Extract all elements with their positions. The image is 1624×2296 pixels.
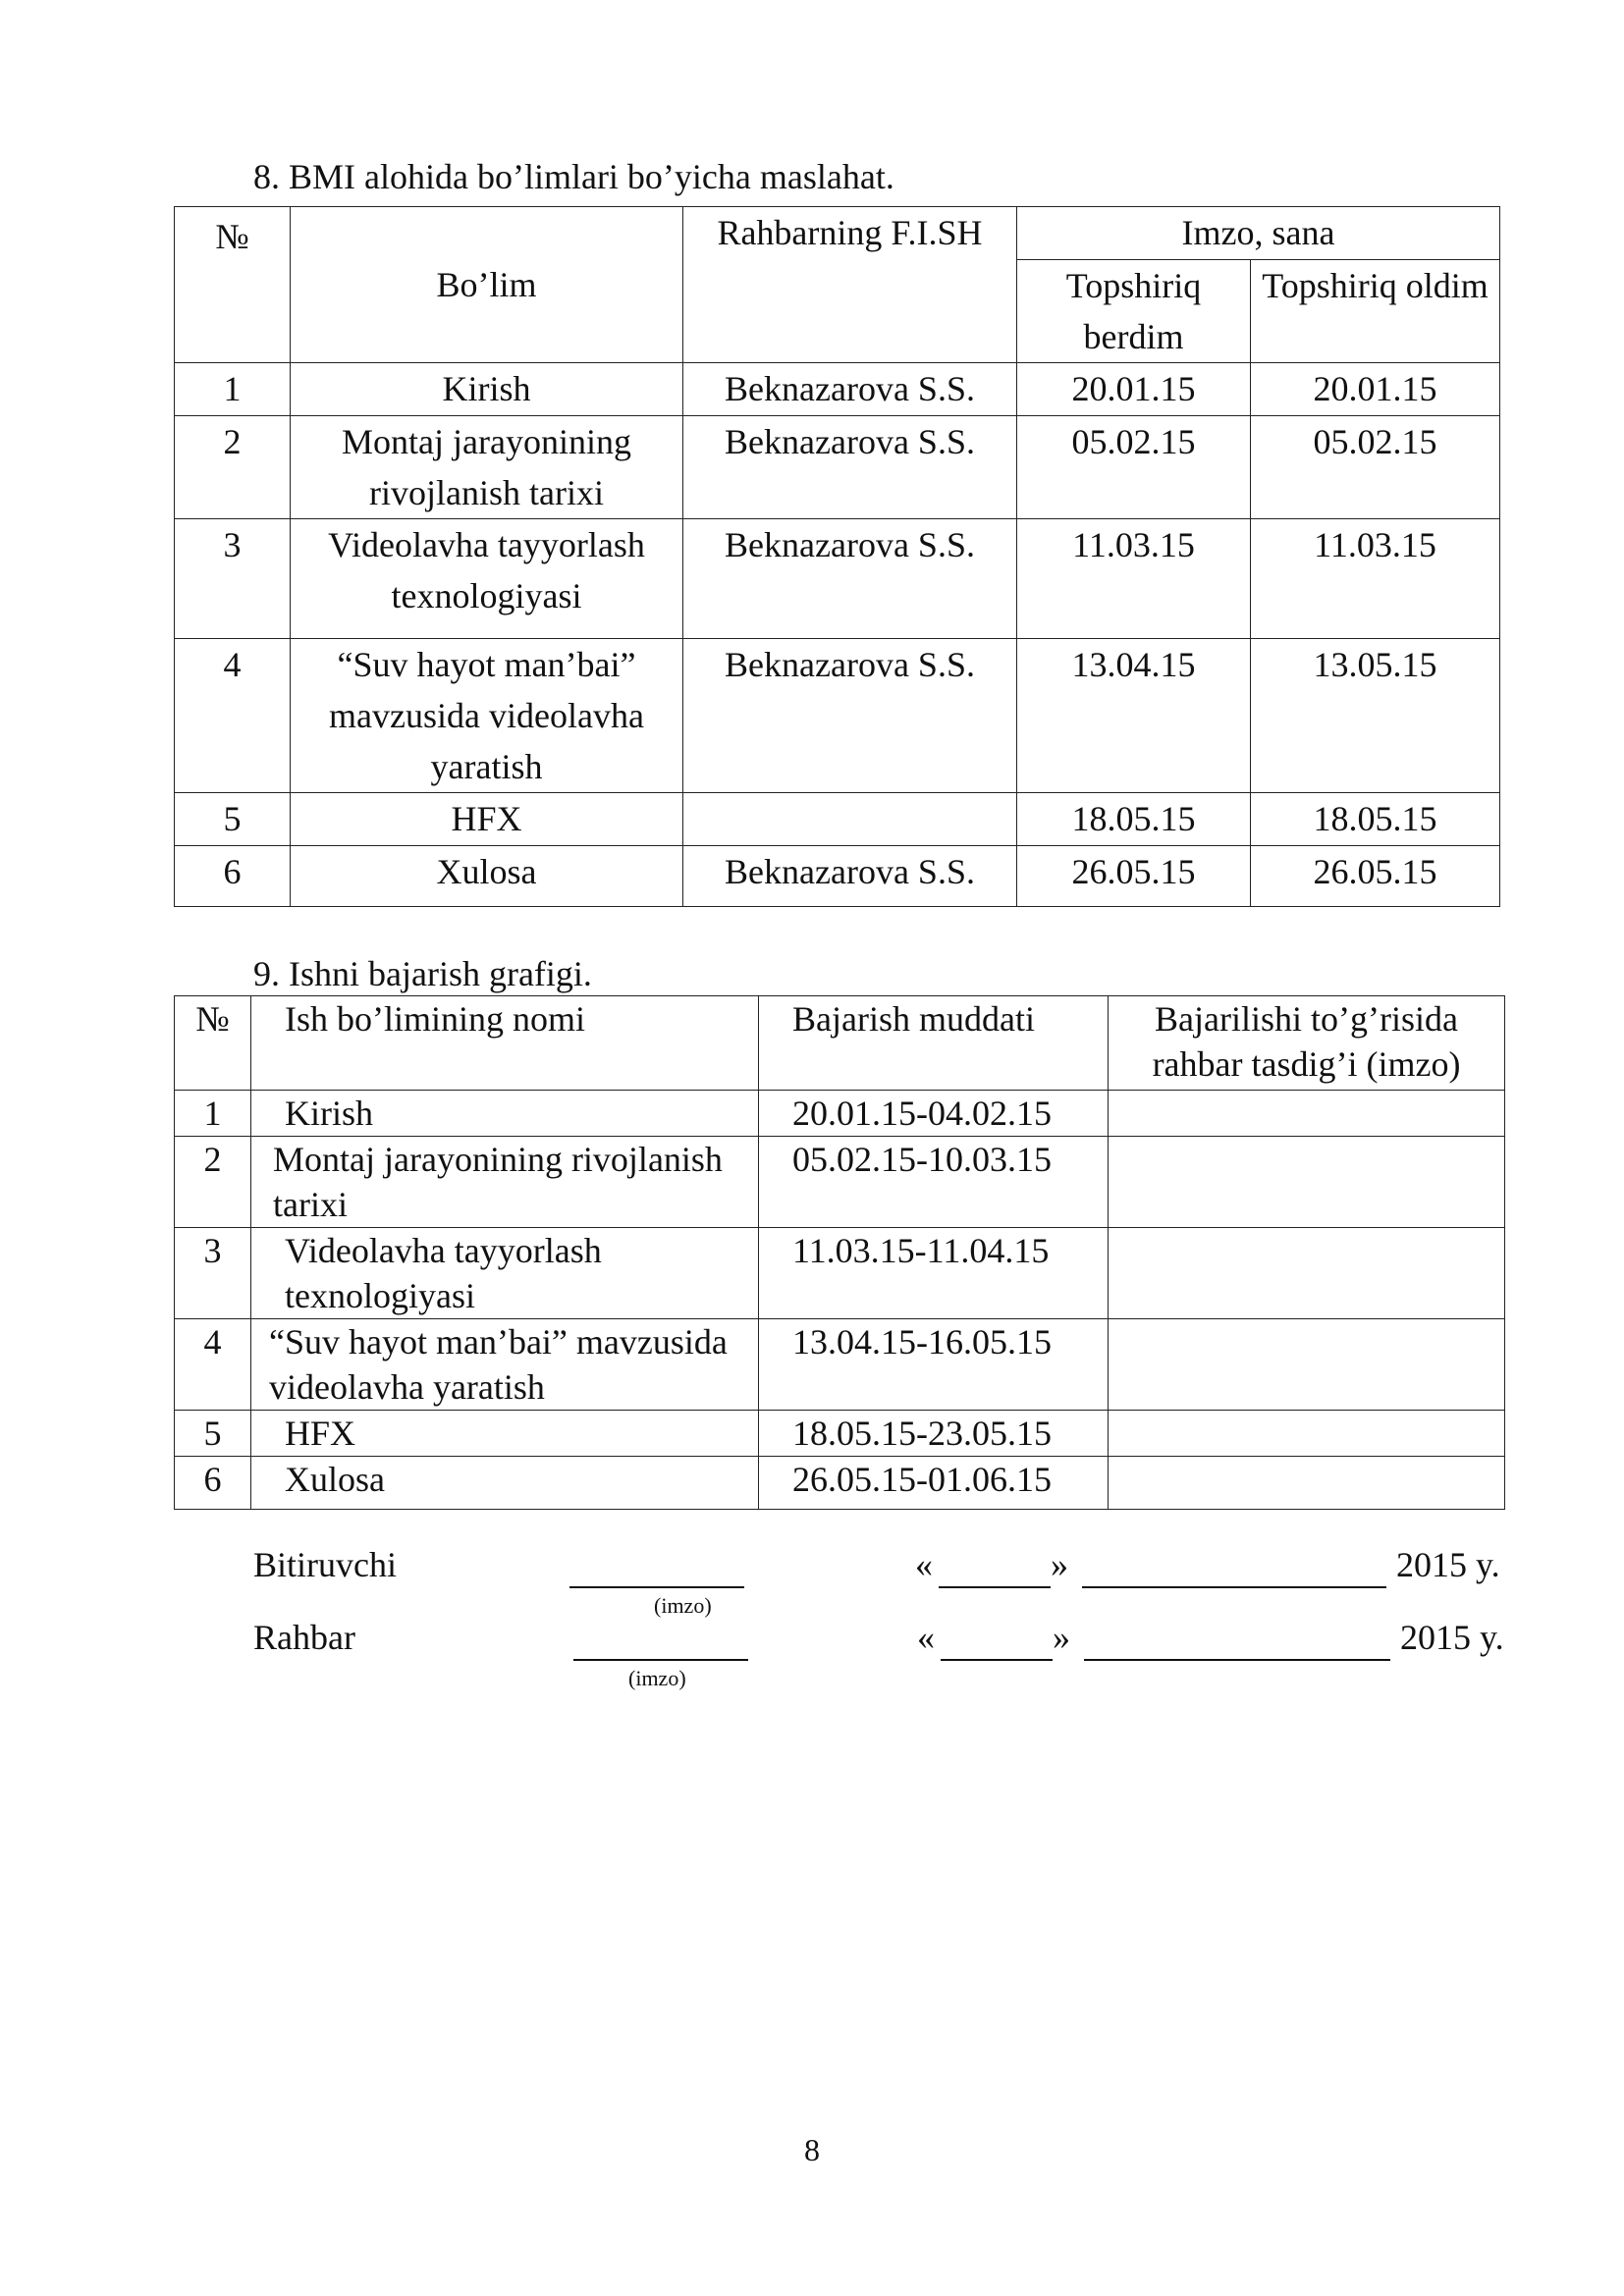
row-num: 4 xyxy=(175,1319,251,1411)
table-row xyxy=(175,1228,1505,1319)
graduate-label: Bitiruvchi xyxy=(253,1545,397,1584)
page-number: 8 xyxy=(804,2132,820,2167)
leader-day-line xyxy=(941,1659,1053,1661)
leader-imzo-caption: (imzo) xyxy=(628,1666,686,1690)
table-row xyxy=(175,846,1500,907)
row-num: 6 xyxy=(175,1457,251,1510)
row-section: “Suv hayot man’bai” mavzusida videolavha yaratish xyxy=(291,639,683,793)
table-row xyxy=(175,1457,1505,1510)
row-section: Videolavha tayyorlash texnologiyasi xyxy=(291,519,683,639)
leader-month-line xyxy=(1084,1659,1390,1661)
table-row xyxy=(175,519,1500,639)
row-name: “Suv hayot man’bai” mavzusida videolavha yaratish xyxy=(251,1319,759,1411)
row-given: 26.05.15 xyxy=(1017,846,1251,907)
section8-title: 8. BMI alohida bo’limlari bo’yicha maslahat. xyxy=(253,157,894,196)
row-num: 2 xyxy=(175,416,291,519)
table-row xyxy=(175,363,1500,416)
row-approval xyxy=(1109,1457,1505,1510)
row-approval xyxy=(1109,1228,1505,1319)
row-name: HFX xyxy=(251,1411,759,1457)
row-num: 1 xyxy=(175,1091,251,1137)
row-given: 11.03.15 xyxy=(1017,519,1251,639)
row-deadline: 13.04.15-16.05.15 xyxy=(759,1319,1109,1411)
row-deadline: 05.02.15-10.03.15 xyxy=(759,1137,1109,1228)
row-num: 5 xyxy=(175,793,291,846)
leader-quote-open: « xyxy=(917,1618,935,1657)
row-leader: Beknazarova S.S. xyxy=(683,363,1017,416)
section9-title: 9. Ishni bajarish grafigi. xyxy=(253,954,592,993)
row-section: Montaj jarayonining rivojlanish tarixi xyxy=(291,416,683,519)
table-row xyxy=(175,1091,1505,1137)
leader-signature-line xyxy=(573,1659,748,1661)
leader-year: 2015 y. xyxy=(1400,1618,1504,1657)
consultation-table xyxy=(174,206,1500,907)
row-received: 18.05.15 xyxy=(1251,793,1500,846)
row-num: 3 xyxy=(175,1228,251,1319)
row-num: 5 xyxy=(175,1411,251,1457)
table-row xyxy=(175,793,1500,846)
graduate-signature-line xyxy=(569,1586,744,1588)
table-row xyxy=(175,1411,1505,1457)
row-given: 05.02.15 xyxy=(1017,416,1251,519)
row-leader: Beknazarova S.S. xyxy=(683,416,1017,519)
col-received-header: Topshiriq oldim xyxy=(1251,260,1500,363)
row-approval xyxy=(1109,1091,1505,1137)
row-approval xyxy=(1109,1137,1505,1228)
graduate-quote-open: « xyxy=(915,1545,933,1584)
table-row xyxy=(175,416,1500,519)
col-name-header: Ish bo’limining nomi xyxy=(251,996,759,1091)
col-approval-header: Bajarilishi to’g’risida rahbar tasdig’i (imzo) xyxy=(1109,996,1505,1091)
row-name: Kirish xyxy=(251,1091,759,1137)
graduate-month-line xyxy=(1082,1586,1386,1588)
col-section-header: Bo’lim xyxy=(291,207,683,363)
graduate-quote-close: » xyxy=(1051,1545,1068,1584)
row-num: 6 xyxy=(175,846,291,907)
graduate-year: 2015 y. xyxy=(1396,1545,1500,1584)
leader-label: Rahbar xyxy=(253,1618,355,1657)
row-leader: Beknazarova S.S. xyxy=(683,639,1017,793)
row-name: Videolavha tayyorlash texnologiyasi xyxy=(251,1228,759,1319)
row-leader: Beknazarova S.S. xyxy=(683,519,1017,639)
table-row xyxy=(175,1137,1505,1228)
col-deadline-header: Bajarish muddati xyxy=(759,996,1109,1091)
col-num-header: № xyxy=(175,207,291,363)
row-deadline: 18.05.15-23.05.15 xyxy=(759,1411,1109,1457)
row-section: HFX xyxy=(291,793,683,846)
row-given: 18.05.15 xyxy=(1017,793,1251,846)
row-name: Montaj jarayonining rivojlanish tarixi xyxy=(251,1137,759,1228)
col-leader-header: Rahbarning F.I.SH xyxy=(683,207,1017,363)
graduate-day-line xyxy=(939,1586,1051,1588)
row-deadline: 26.05.15-01.06.15 xyxy=(759,1457,1109,1510)
row-received: 11.03.15 xyxy=(1251,519,1500,639)
row-section: Kirish xyxy=(291,363,683,416)
col-num-header: № xyxy=(175,996,251,1091)
row-approval xyxy=(1109,1319,1505,1411)
row-leader xyxy=(683,793,1017,846)
row-given: 20.01.15 xyxy=(1017,363,1251,416)
row-deadline: 20.01.15-04.02.15 xyxy=(759,1091,1109,1137)
col-sign-date-header: Imzo, sana xyxy=(1017,207,1500,260)
row-leader: Beknazarova S.S. xyxy=(683,846,1017,907)
row-num: 3 xyxy=(175,519,291,639)
row-received: 05.02.15 xyxy=(1251,416,1500,519)
row-num: 2 xyxy=(175,1137,251,1228)
row-num: 4 xyxy=(175,639,291,793)
schedule-table xyxy=(174,995,1505,1510)
row-name: Xulosa xyxy=(251,1457,759,1510)
leader-quote-close: » xyxy=(1053,1618,1070,1657)
graduate-imzo-caption: (imzo) xyxy=(654,1593,712,1618)
row-num: 1 xyxy=(175,363,291,416)
row-received: 13.05.15 xyxy=(1251,639,1500,793)
table-row xyxy=(175,639,1500,793)
row-received: 20.01.15 xyxy=(1251,363,1500,416)
table-row xyxy=(175,1319,1505,1411)
row-deadline: 11.03.15-11.04.15 xyxy=(759,1228,1109,1319)
col-given-header: Topshiriq berdim xyxy=(1017,260,1251,363)
row-received: 26.05.15 xyxy=(1251,846,1500,907)
row-given: 13.04.15 xyxy=(1017,639,1251,793)
row-section: Xulosa xyxy=(291,846,683,907)
row-approval xyxy=(1109,1411,1505,1457)
